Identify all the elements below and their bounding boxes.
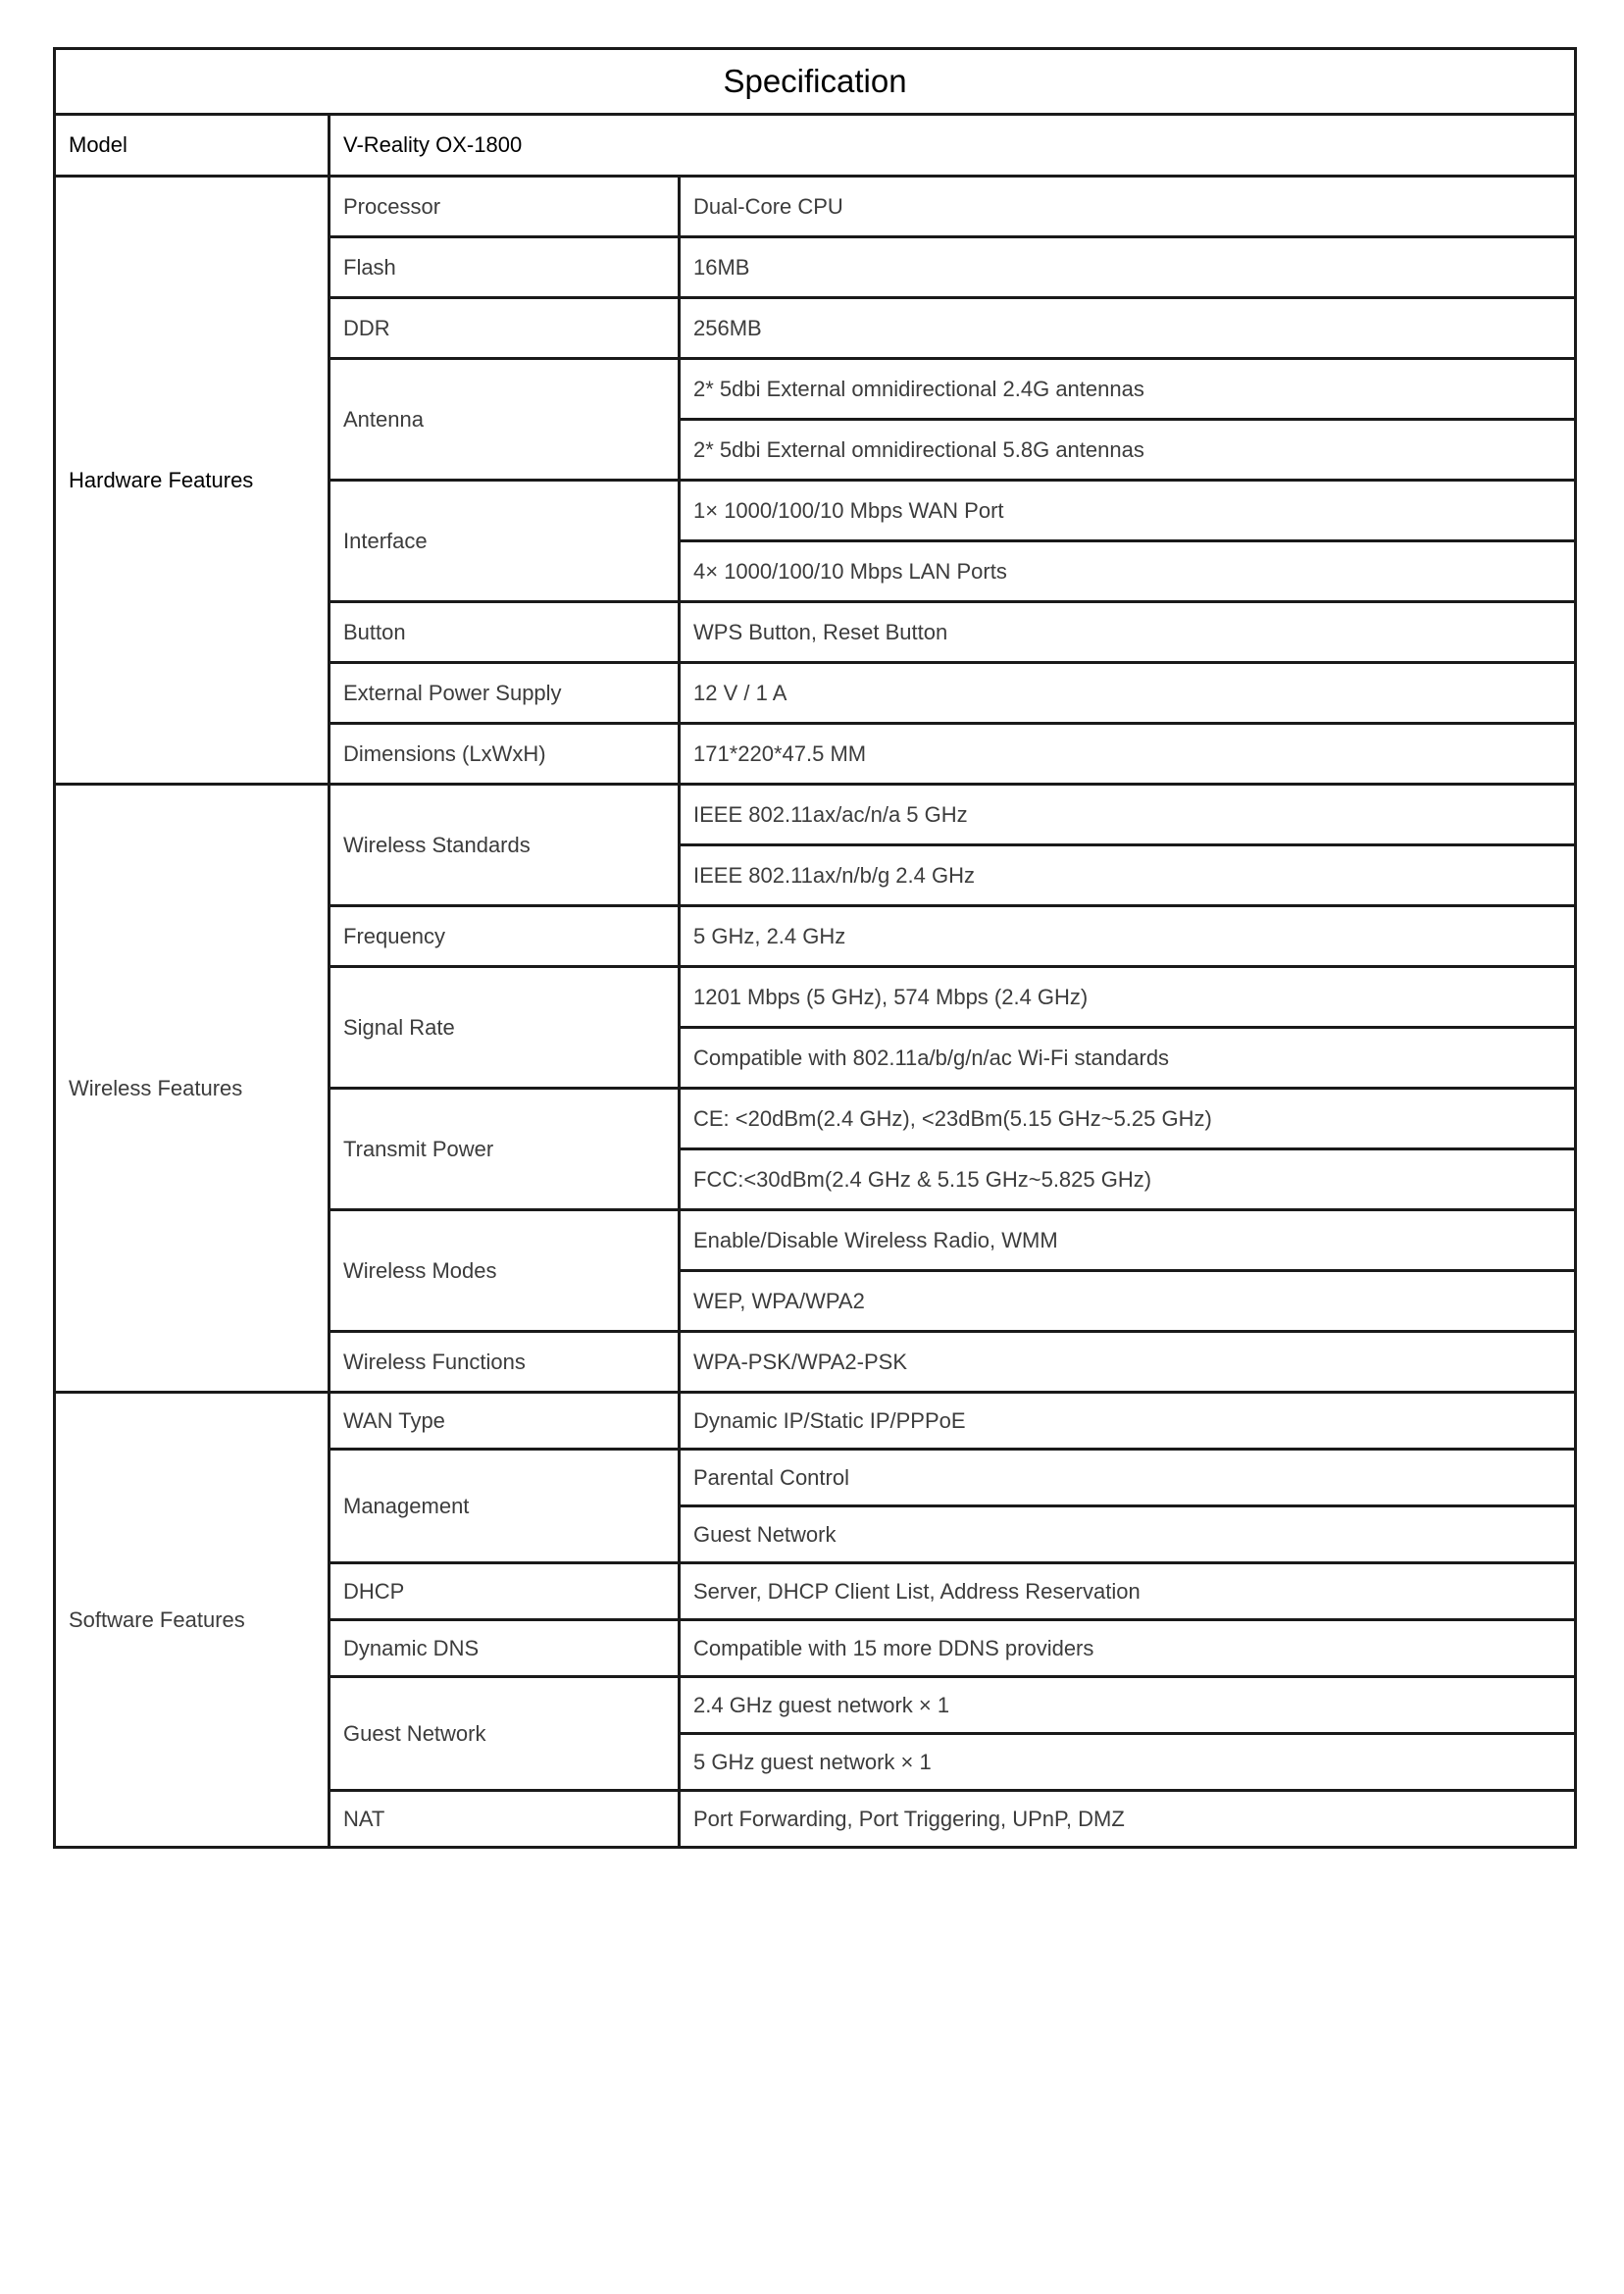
feature-value-cell: Compatible with 802.11a/b/g/n/ac Wi-Fi standards (680, 1028, 1576, 1089)
feature-value-cell: 12 V / 1 A (680, 663, 1576, 724)
category-cell: Wireless Features (55, 785, 330, 1393)
specification-table-body (55, 49, 1576, 1848)
feature-value-cell: 171*220*47.5 MM (680, 724, 1576, 785)
feature-value-cell: 16MB (680, 237, 1576, 298)
feature-value-cell: Port Forwarding, Port Triggering, UPnP, DMZ (680, 1791, 1576, 1848)
feature-value-cell: Dynamic IP/Static IP/PPPoE (680, 1393, 1576, 1450)
feature-value-cell: 5 GHz, 2.4 GHz (680, 906, 1576, 967)
table-title: Specification (55, 49, 1576, 115)
feature-value-cell: Parental Control (680, 1450, 1576, 1506)
category-cell: Hardware Features (55, 177, 330, 785)
feature-value-cell: 2* 5dbi External omnidirectional 5.8G antennas (680, 420, 1576, 481)
feature-value-cell: Compatible with 15 more DDNS providers (680, 1620, 1576, 1677)
feature-value-cell: Enable/Disable Wireless Radio, WMM (680, 1210, 1576, 1271)
feature-value-cell: 4× 1000/100/10 Mbps LAN Ports (680, 541, 1576, 602)
feature-value-cell: CE: <20dBm(2.4 GHz), <23dBm(5.15 GHz~5.25 GHz) (680, 1089, 1576, 1149)
feature-name-cell: Wireless Standards (330, 785, 680, 906)
feature-name-cell: NAT (330, 1791, 680, 1848)
feature-name-cell: Wireless Functions (330, 1332, 680, 1393)
feature-value-cell: IEEE 802.11ax/n/b/g 2.4 GHz (680, 845, 1576, 906)
feature-value-cell: 5 GHz guest network × 1 (680, 1734, 1576, 1791)
feature-name-cell: Frequency (330, 906, 680, 967)
feature-name-cell: WAN Type (330, 1393, 680, 1450)
title-row (55, 49, 1576, 115)
category-cell: Software Features (55, 1393, 330, 1848)
feature-value-cell: IEEE 802.11ax/ac/n/a 5 GHz (680, 785, 1576, 845)
feature-value-cell: 2* 5dbi External omnidirectional 2.4G antennas (680, 359, 1576, 420)
feature-value-cell: WEP, WPA/WPA2 (680, 1271, 1576, 1332)
model-value: V-Reality OX-1800 (330, 115, 1576, 177)
feature-name-cell: DHCP (330, 1563, 680, 1620)
feature-value-cell: Dual-Core CPU (680, 177, 1576, 237)
feature-value-cell: WPA-PSK/WPA2-PSK (680, 1332, 1576, 1393)
feature-name-cell: Signal Rate (330, 967, 680, 1089)
feature-value-cell: WPS Button, Reset Button (680, 602, 1576, 663)
feature-name-cell: Button (330, 602, 680, 663)
feature-name-cell: Processor (330, 177, 680, 237)
feature-name-cell: Transmit Power (330, 1089, 680, 1210)
feature-name-cell: Dimensions (LxWxH) (330, 724, 680, 785)
feature-value-cell: FCC:<30dBm(2.4 GHz & 5.15 GHz~5.825 GHz) (680, 1149, 1576, 1210)
feature-name-cell: Dynamic DNS (330, 1620, 680, 1677)
feature-value-cell: Guest Network (680, 1506, 1576, 1563)
table-row (55, 1393, 1576, 1450)
feature-value-cell: 1201 Mbps (5 GHz), 574 Mbps (2.4 GHz) (680, 967, 1576, 1028)
feature-name-cell: Wireless Modes (330, 1210, 680, 1332)
feature-name-cell: External Power Supply (330, 663, 680, 724)
feature-name-cell: Management (330, 1450, 680, 1563)
feature-name-cell: Flash (330, 237, 680, 298)
feature-value-cell: 2.4 GHz guest network × 1 (680, 1677, 1576, 1734)
model-label: Model (55, 115, 330, 177)
feature-name-cell: Guest Network (330, 1677, 680, 1791)
feature-value-cell: 256MB (680, 298, 1576, 359)
table-row (55, 177, 1576, 237)
feature-name-cell: Interface (330, 481, 680, 602)
feature-value-cell: 1× 1000/100/10 Mbps WAN Port (680, 481, 1576, 541)
specification-table (53, 47, 1577, 1849)
table-row (55, 785, 1576, 845)
model-row (55, 115, 1576, 177)
feature-value-cell: Server, DHCP Client List, Address Reservation (680, 1563, 1576, 1620)
feature-name-cell: Antenna (330, 359, 680, 481)
feature-name-cell: DDR (330, 298, 680, 359)
